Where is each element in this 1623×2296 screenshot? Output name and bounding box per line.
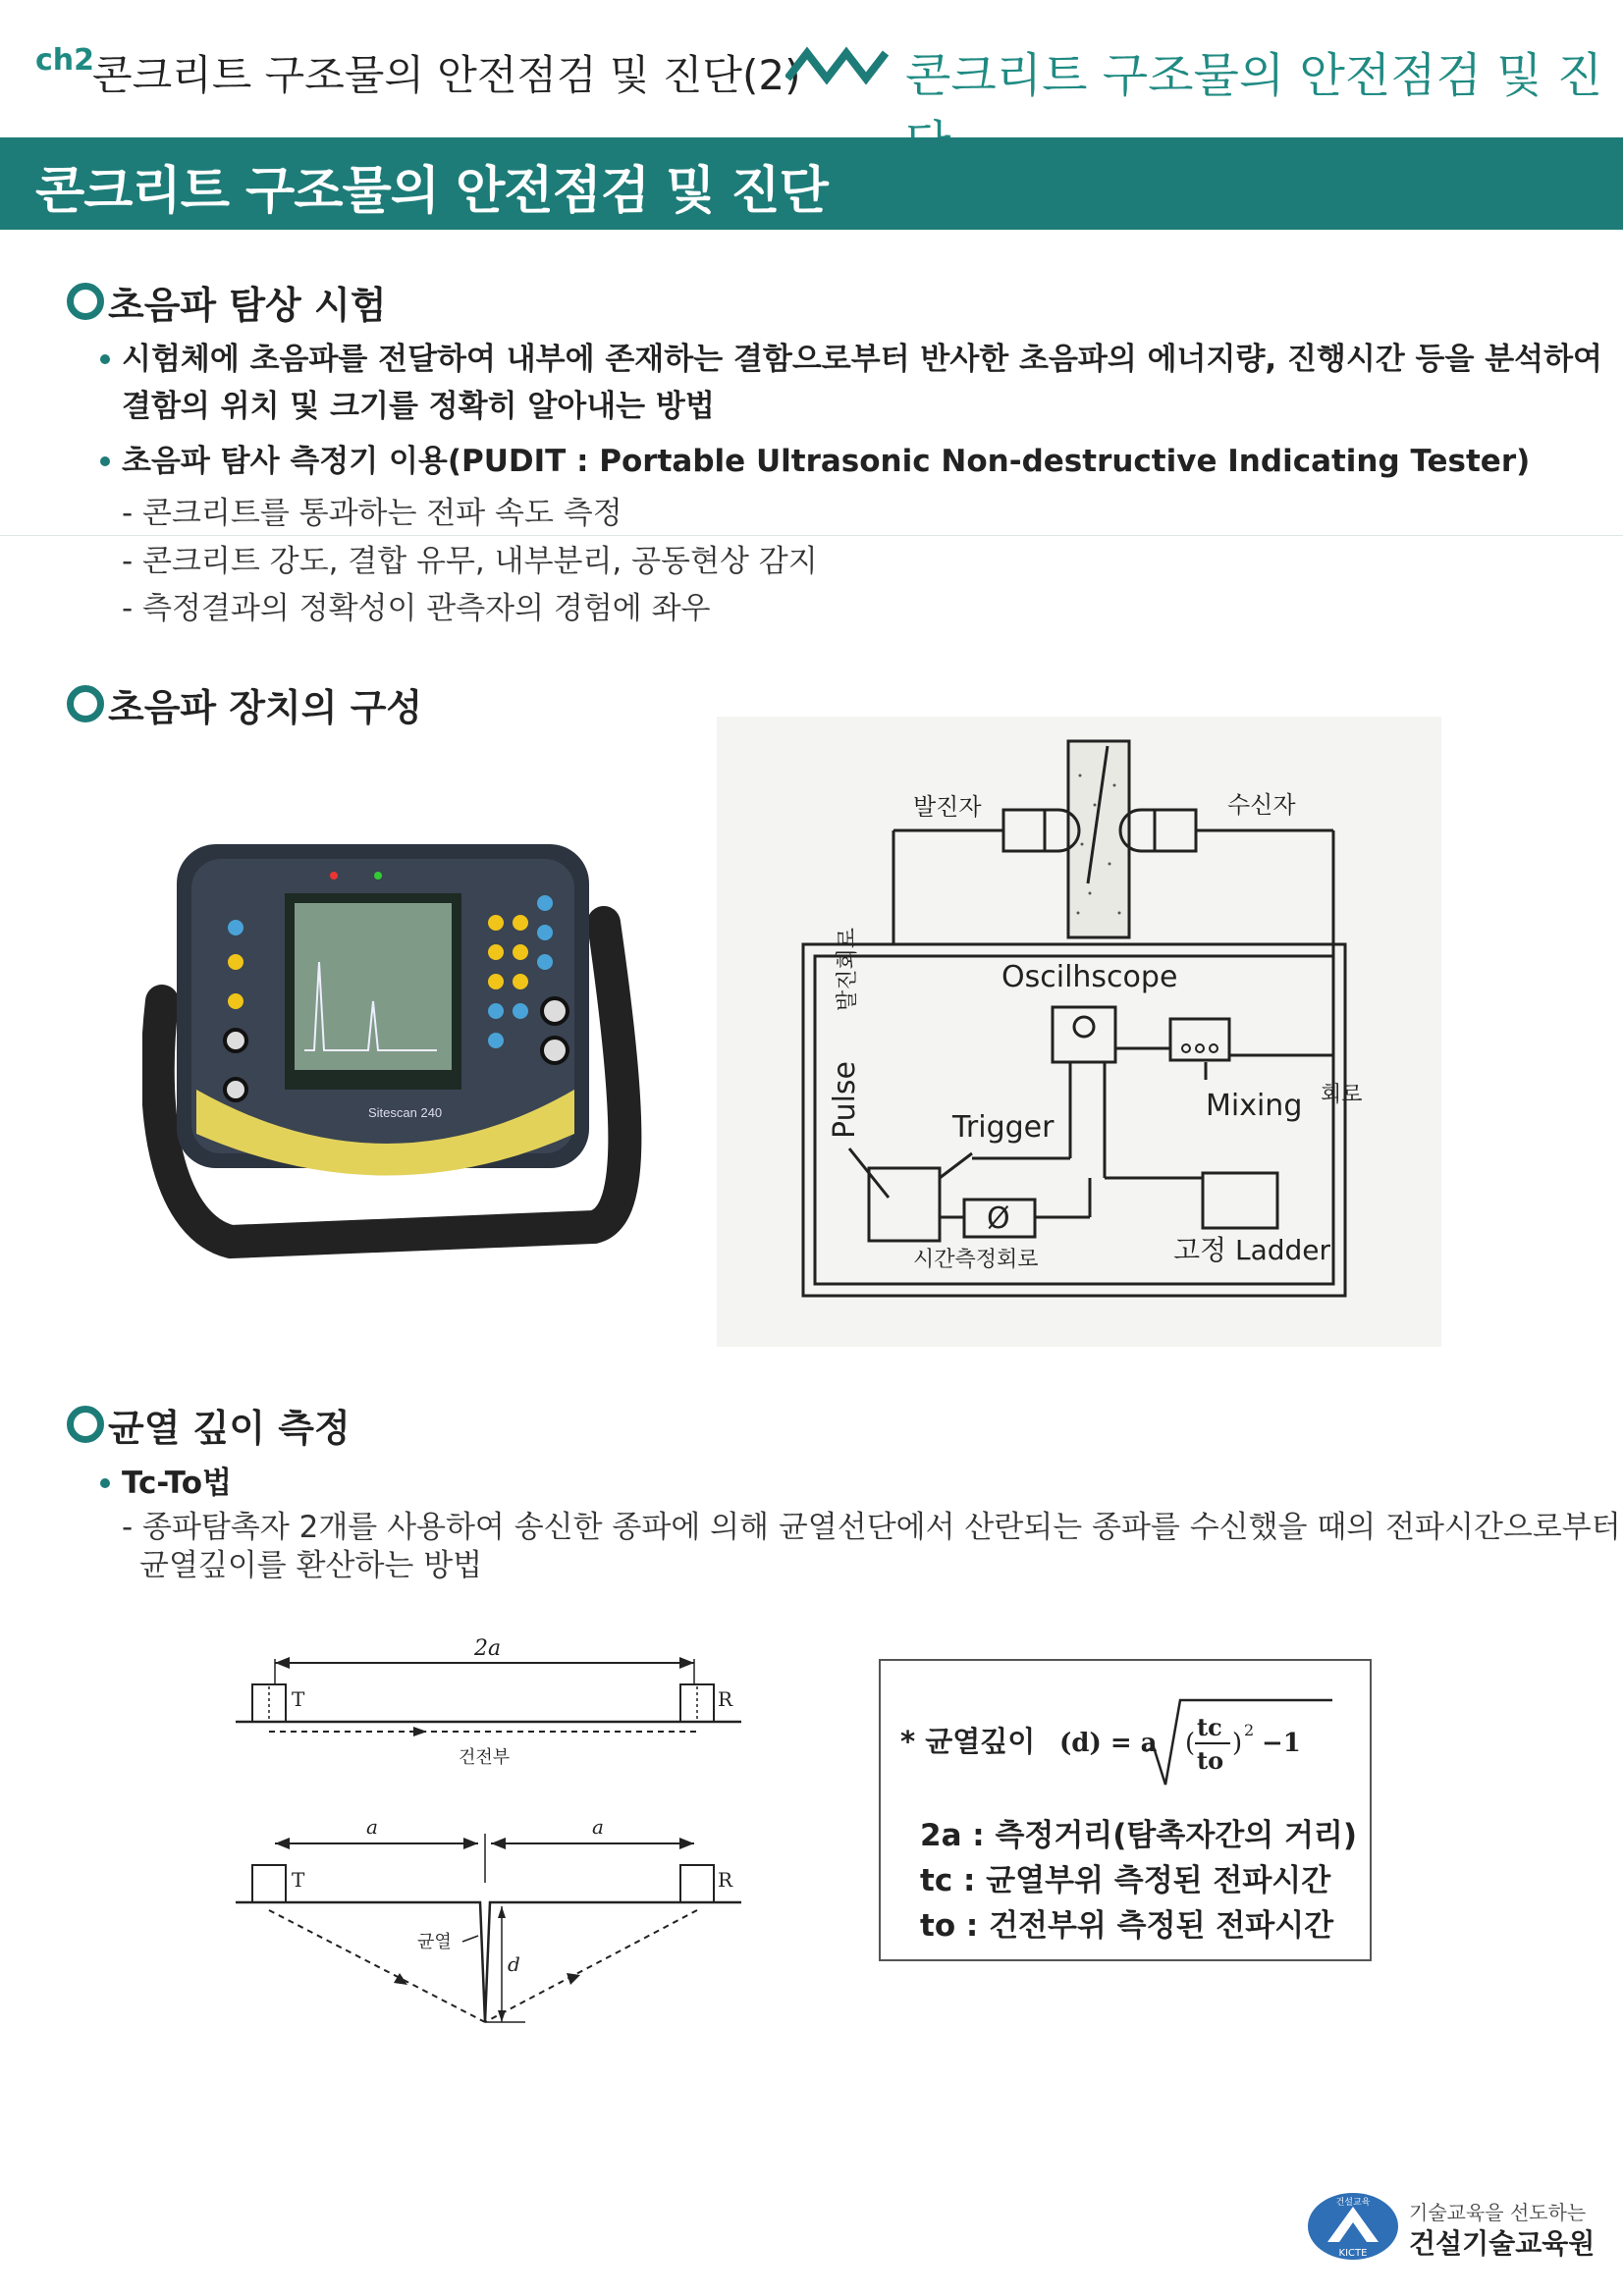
divider: [0, 535, 1623, 536]
brand-wave-icon: [785, 45, 893, 84]
chapter-label: ch2: [35, 43, 95, 78]
bullet-text: 시험체에 초음파를 전달하여 내부에 존재하는 결함으로부터 반사한 초음파의 에너지량, 진행시간 등을 분석하여: [122, 342, 1603, 377]
formula-definition: to : 건전부위 측정된 전파시간: [920, 1908, 1334, 1944]
formula-denominator: to: [1197, 1746, 1224, 1775]
footer-organization-name: 건설기술교육원: [1409, 2227, 1596, 2260]
crack-depth-formula: [900, 1686, 1352, 1794]
ultrasonic-device-image: [142, 805, 663, 1286]
mixing-circuit-label: 회로: [1321, 1083, 1363, 1107]
formula-lhs: (d) = a: [1059, 1729, 1158, 1758]
formula-box: [879, 1659, 1372, 1961]
dash-item-continued: 균열깊이를 환산하는 방법: [139, 1548, 483, 1583]
logo-badge-bottom: KICTE: [1338, 2248, 1368, 2259]
svg-text:2: 2: [1244, 1721, 1255, 1739]
formula-tail: −1: [1262, 1729, 1301, 1758]
left-a-label: a: [366, 1815, 378, 1839]
probe-t-label-lower: T: [292, 1868, 305, 1892]
logo-badge-top: 건설교육: [1335, 2198, 1371, 2208]
probe-t-label: T: [292, 1687, 305, 1711]
depth-label: d: [508, 1952, 520, 1976]
svg-text:(: (: [1185, 1729, 1196, 1758]
probe-r-label-lower: R: [718, 1868, 733, 1892]
time-circuit-label: 시간측정회로: [913, 1248, 1039, 1272]
section-heading-ultrasonic-test: 초음파 탐상 시험: [108, 284, 387, 327]
section-heading-crack-depth: 균열 깊이 측정: [108, 1407, 351, 1450]
section-ring-icon: [67, 1406, 104, 1443]
crack-label: 균열: [417, 1932, 452, 1952]
formula-definition: tc : 균열부위 측정된 전파시간: [920, 1863, 1331, 1898]
section-ring-icon: [67, 685, 104, 722]
dash-item: - 콘크리트 강도, 결합 유무, 내부분리, 공동현상 감지: [122, 544, 818, 579]
right-a-label: a: [592, 1815, 604, 1839]
pulse-label: Pulse: [828, 1061, 862, 1139]
oscilloscope-label: Oscilhscope: [1001, 960, 1178, 994]
kicte-logo-icon: [1306, 2191, 1400, 2262]
footer-slogan: 기술교육을 선도하는: [1409, 2201, 1587, 2224]
section-heading-device: 초음파 장치의 구성: [108, 686, 423, 729]
sound-concrete-label: 건전부: [459, 1747, 511, 1768]
section-ring-icon: [67, 283, 104, 320]
dash-item: - 측정결과의 정확성이 관측자의 경험에 좌우: [122, 591, 711, 626]
dash-item: - 종파탐촉자 2개를 사용하여 송신한 종파에 의해 균열선단에서 산란되는 종파를 수신했을 때의 전파시간으로부터: [122, 1510, 1621, 1545]
transmitter-label: 발진자: [913, 793, 982, 821]
formula-label: * 균열깊이: [900, 1725, 1036, 1758]
crack-depth-diagram: [231, 1629, 761, 2061]
svg-text:): ): [1232, 1729, 1243, 1758]
formula-numerator: tc: [1197, 1713, 1222, 1741]
banner-title: 콘크리트 구조물의 안전점검 및 진단: [35, 162, 828, 221]
pulse-circuit-label: 발진회로: [836, 927, 860, 1011]
mixing-label: Mixing: [1206, 1089, 1303, 1123]
bullet-text-tc-to: Tc-To법: [122, 1466, 232, 1501]
bullet-dot-icon: [100, 1478, 110, 1488]
bullet-dot-icon: [100, 456, 110, 466]
formula-definition: 2a : 측정거리(탐촉자간의 거리): [920, 1818, 1358, 1853]
bullet-text-pudit: 초음파 탐사 측정기 이용(PUDIT : Portable Ultrasonic Non-destructive Indicating Tester): [122, 444, 1531, 479]
receiver-label: 수신자: [1227, 791, 1296, 819]
dash-item: - 콘크리트를 통과하는 전파 속도 측정: [122, 496, 622, 531]
bullet-dot-icon: [100, 354, 110, 364]
ladder-label: 고정 Ladder: [1173, 1234, 1331, 1266]
chapter-title: 콘크리트 구조물의 안전점검 및 진단(2): [92, 51, 801, 99]
trigger-label: Trigger: [952, 1110, 1055, 1145]
device-model-label: Sitescan 240: [368, 1105, 443, 1120]
null-symbol: Ø: [987, 1201, 1010, 1236]
brand-title: 콘크리트 구조물의 안전점검 및 진: [905, 48, 1603, 103]
top-distance-label: 2a: [474, 1636, 502, 1661]
bullet-text-continued: 결함의 위치 및 크기를 정확히 알아내는 방법: [122, 389, 715, 424]
probe-r-label: R: [718, 1687, 733, 1711]
ultrasonic-circuit-diagram: [717, 717, 1441, 1347]
